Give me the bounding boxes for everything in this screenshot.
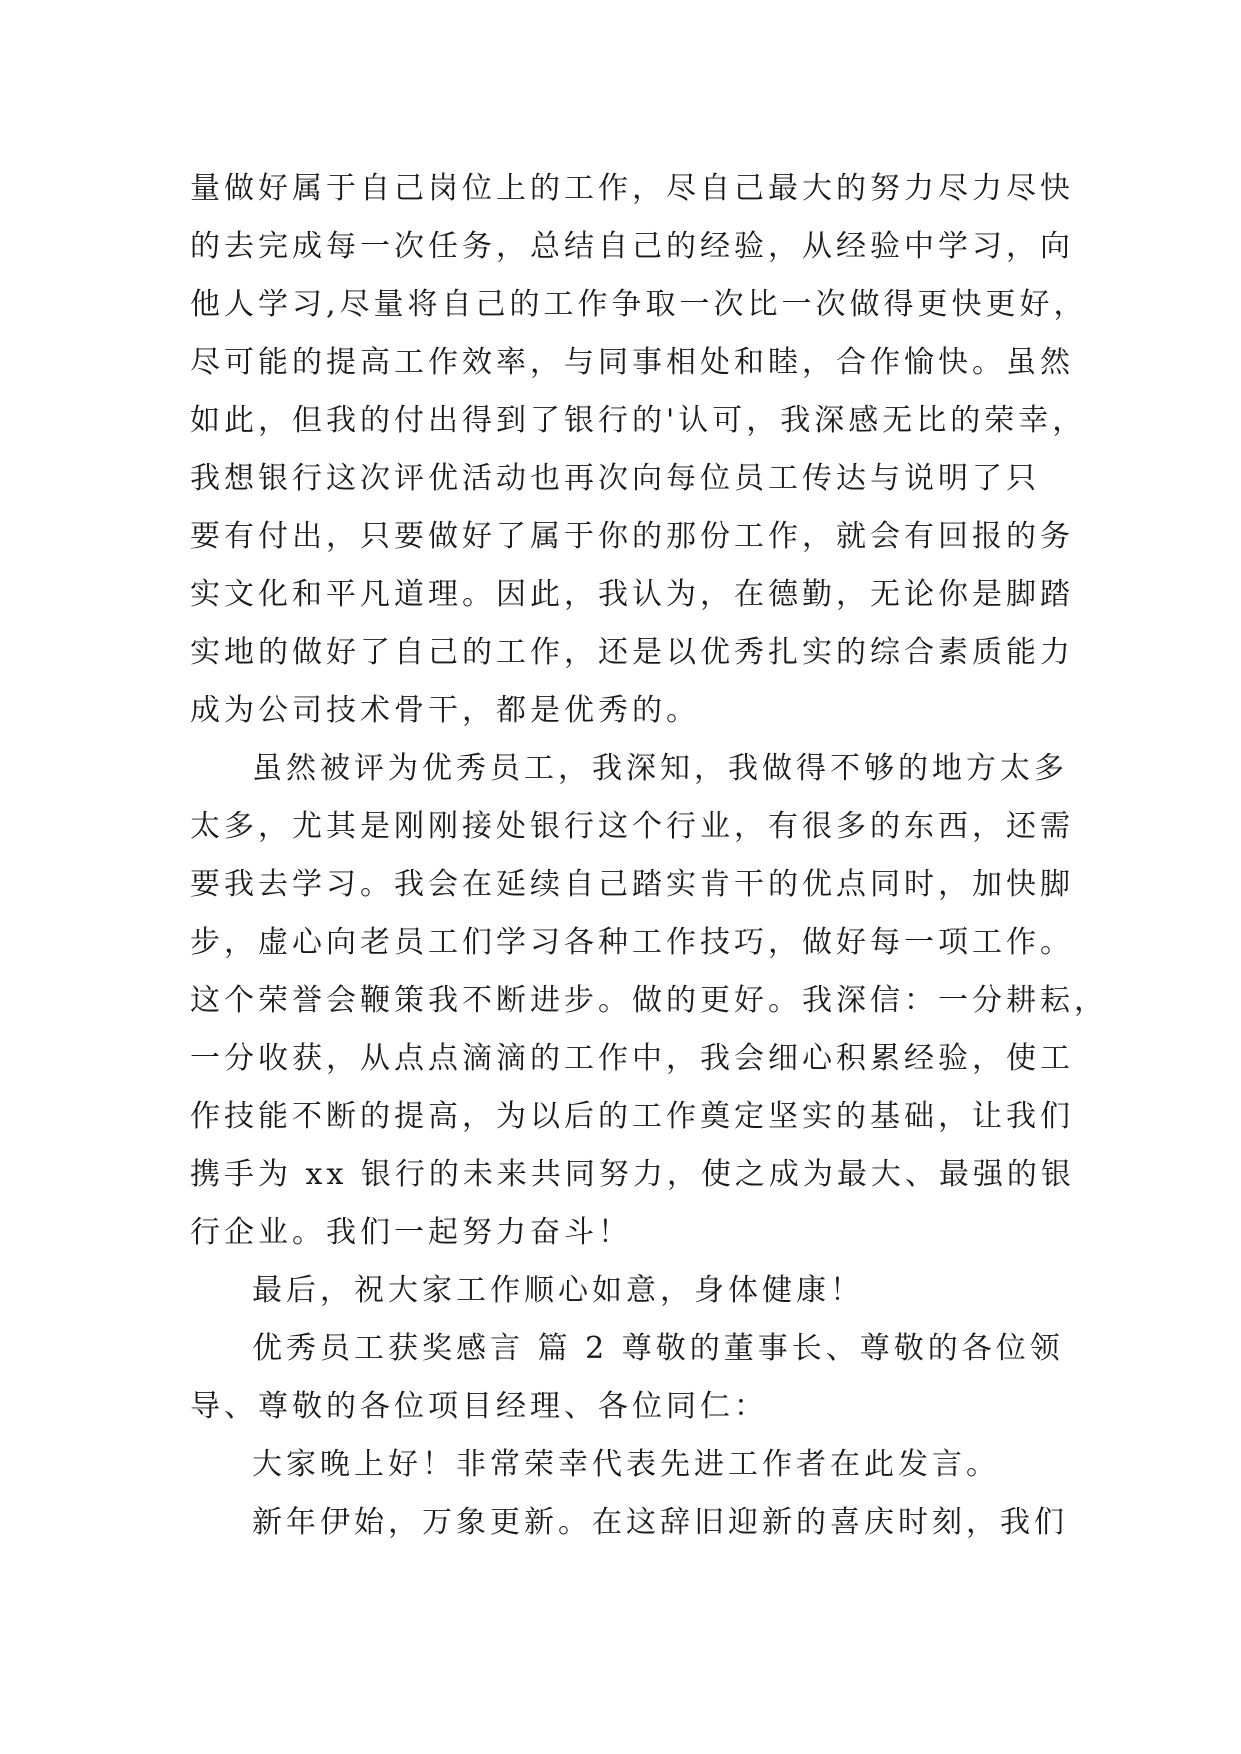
text-line: 太多，尤其是刚刚接处银行这个行业，有很多的东西，还需: [190, 809, 1074, 844]
text-line: 导、尊敬的各位项目经理、各位同仁：: [190, 1389, 768, 1424]
text-line: 这个荣誉会鞭策我不断进步。做的更好。我深信：一分耕耘，: [190, 983, 1108, 1018]
text-line: 行企业。我们一起努力奋斗！: [190, 1215, 632, 1250]
text-line: 要我去学习。我会在延续自己踏实肯干的优点同时，加快脚: [190, 867, 1074, 902]
paragraph-start-line: 虽然被评为优秀员工，我深知，我做得不够的地方太多: [252, 751, 1068, 786]
text-line: 他人学习,尽量将自己的工作争取一次比一次做得更快更好，: [190, 287, 1088, 322]
paragraph-start-line: 最后，祝大家工作顺心如意，身体健康！: [252, 1273, 864, 1308]
text-line: 如此，但我的付出得到了银行的'认可，我深感无比的荣幸，: [190, 403, 1087, 438]
text-line: 实地的做好了自己的工作，还是以优秀扎实的综合素质能力: [190, 635, 1074, 670]
text-line: 尽可能的提高工作效率，与同事相处和睦，合作愉快。虽然: [190, 345, 1074, 380]
text-line: 的去完成每一次任务，总结自己的经验，从经验中学习，向: [190, 229, 1074, 264]
text-line: 一分收获，从点点滴滴的工作中，我会细心积累经验，使工: [190, 1041, 1074, 1076]
text-line: 要有付出，只要做好了属于你的那份工作，就会有回报的务: [190, 519, 1074, 554]
text-line: 实文化和平凡道理。因此，我认为，在德勤，无论你是脚踏: [190, 577, 1074, 612]
paragraph-start-line: 新年伊始，万象更新。在这辞旧迎新的喜庆时刻，我们: [252, 1505, 1068, 1540]
text-line: 作技能不断的提高，为以后的工作奠定坚实的基础，让我们: [190, 1099, 1074, 1134]
paragraph-start-line: 优秀员工获奖感言 篇 2 尊敬的董事长、尊敬的各位领: [252, 1331, 1064, 1366]
text-line: 量做好属于自己岗位上的工作，尽自己最大的努力尽力尽快: [190, 171, 1074, 206]
text-line: 成为公司技术骨干，都是优秀的。: [190, 693, 700, 728]
text-line: 携手为 xx 银行的未来共同努力，使之成为最大、最强的银: [190, 1157, 1075, 1192]
body-text: [190, 160, 1108, 1552]
text-line: 步，虚心向老员工们学习各种工作技巧，做好每一项工作。: [190, 925, 1074, 960]
text-line: 我想银行这次评优活动也再次向每位员工传达与说明了只: [190, 461, 1040, 496]
paragraph-start-line: 大家晚上好！非常荣幸代表先进工作者在此发言。: [252, 1447, 1000, 1482]
